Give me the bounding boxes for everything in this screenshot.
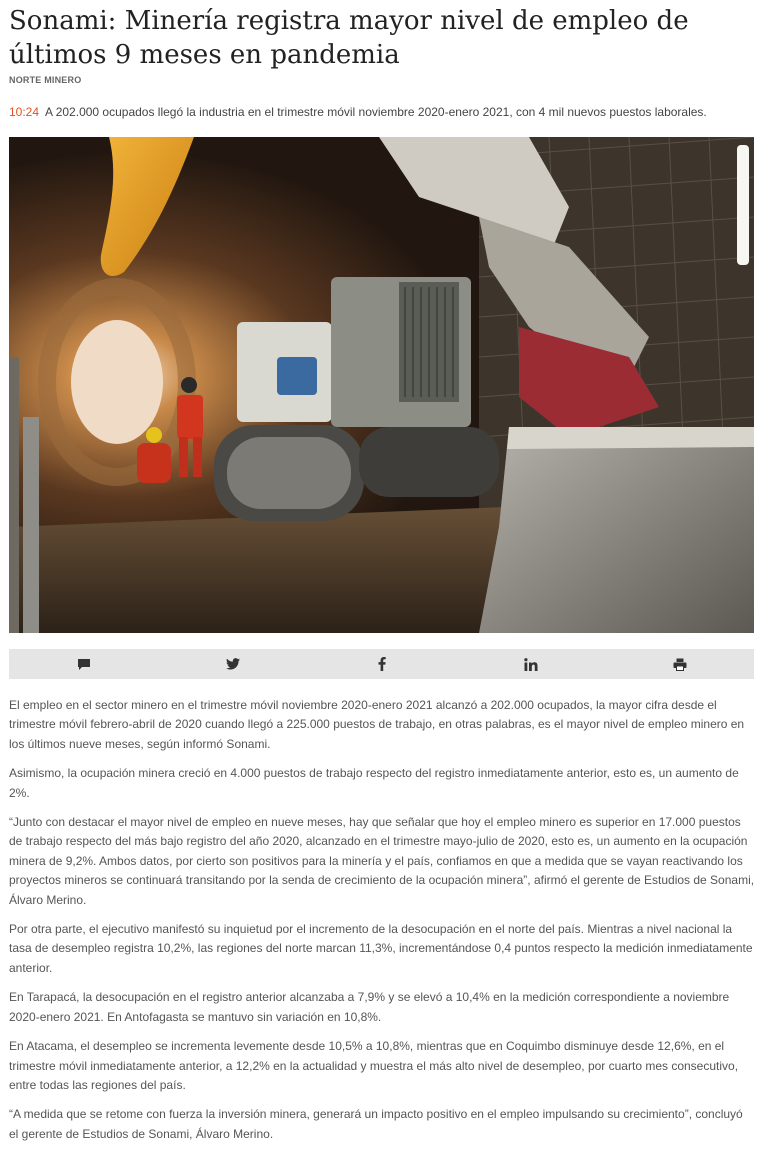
twitter-icon — [226, 658, 240, 670]
linkedin-share-button[interactable] — [456, 649, 605, 679]
article-title: Sonami: Minería registra mayor nivel de empleo de últimos 9 meses en pandemia — [9, 6, 689, 70]
article-paragraph: Asimismo, la ocupación minera creció en 4.000 puestos de trabajo respecto del registro inmediatamente anterior, esto es, un aumento de 2%. — [9, 766, 739, 800]
twitter-share-button[interactable] — [158, 649, 307, 679]
article-time: 10:24 — [9, 105, 40, 119]
article-paragraph: “A medida que se retome con fuerza la inversión minera, generará un impacto positivo en el empleo impulsando su crecimiento”, concluyó el gerente de Estudios de Sonami, Álvaro Merino. — [9, 1107, 743, 1141]
article-body — [9, 696, 755, 1154]
print-icon — [673, 658, 687, 671]
section-label[interactable]: NORTE MINERO — [9, 75, 82, 85]
article-paragraph: “Junto con destacar el mayor nivel de empleo en nueve meses, hay que señalar que hoy el empleo minero es superior en 17.000 puestos de trabajo respecto del más bajo registro del año 2020, alcanzado en el trimestre mayo-julio de 2020, esto es, un aumento en la ocupación minera de 9,2%. Ambos datos, por cierto son positivos para la minería y el país, confiamos en que a medida que se vayan reactivando los proyectos mineros se continuará transitando por la senda de crecimiento de la ocupación minera”, afirmó el gerente de Estudios de Sonami, Álvaro Merino. — [9, 815, 755, 907]
lead-text: A 202.000 ocupados llegó la industria en el trimestre móvil noviembre 2020-enero 2021, con 4 mil nuevos puestos laborales. — [45, 105, 707, 119]
article-paragraph: En Atacama, el desempleo se incrementa levemente desde 10,5% a 10,8%, mientras que en Coquimbo disminuye desde 12,6%, en el trimestre móvil inmediatamente anterior, a 12,2% en la actualidad y muestra el más alto nivel de desempleo, por cuarto mes consecutivo, entre todas las regiones del país. — [9, 1039, 739, 1092]
linkedin-icon — [524, 658, 538, 671]
comment-button[interactable] — [9, 649, 158, 679]
facebook-share-button[interactable] — [307, 649, 456, 679]
print-button[interactable] — [605, 649, 754, 679]
article-paragraph: Por otra parte, el ejecutivo manifestó su inquietud por el incremento de la desocupación en el norte del país. Mientras a nivel nacional la tasa de desempleo registra 10,2%, las regiones del norte marcan 11,3%, incrementándose 0,4 puntos respecto la medición inmediatamente anterior. — [9, 922, 753, 975]
facebook-icon — [378, 657, 386, 671]
mining-tunnel-photo — [9, 137, 754, 633]
article-lead — [9, 103, 754, 121]
share-bar — [9, 649, 754, 679]
comment-icon — [77, 658, 91, 671]
article-paragraph: El empleo en el sector minero en el trimestre móvil noviembre 2020-enero 2021 alcanzó a 202.000 ocupados, la mayor cifra desde el trimestre móvil febrero-abril de 2020 cuando llegó a 225.000 puestos de trabajo, en otras palabras, es el mayor nivel de empleo minero en los últimos nueve meses, según informó Sonami. — [9, 698, 745, 751]
article-paragraph: En Tarapacá, la desocupación en el registro anterior alcanzaba a 7,9% y se elevó a 10,4% en la medición correspondiente a noviembre 2020-enero 2021. En Antofagasta se mantuvo sin variación en 10,8%. — [9, 990, 730, 1024]
